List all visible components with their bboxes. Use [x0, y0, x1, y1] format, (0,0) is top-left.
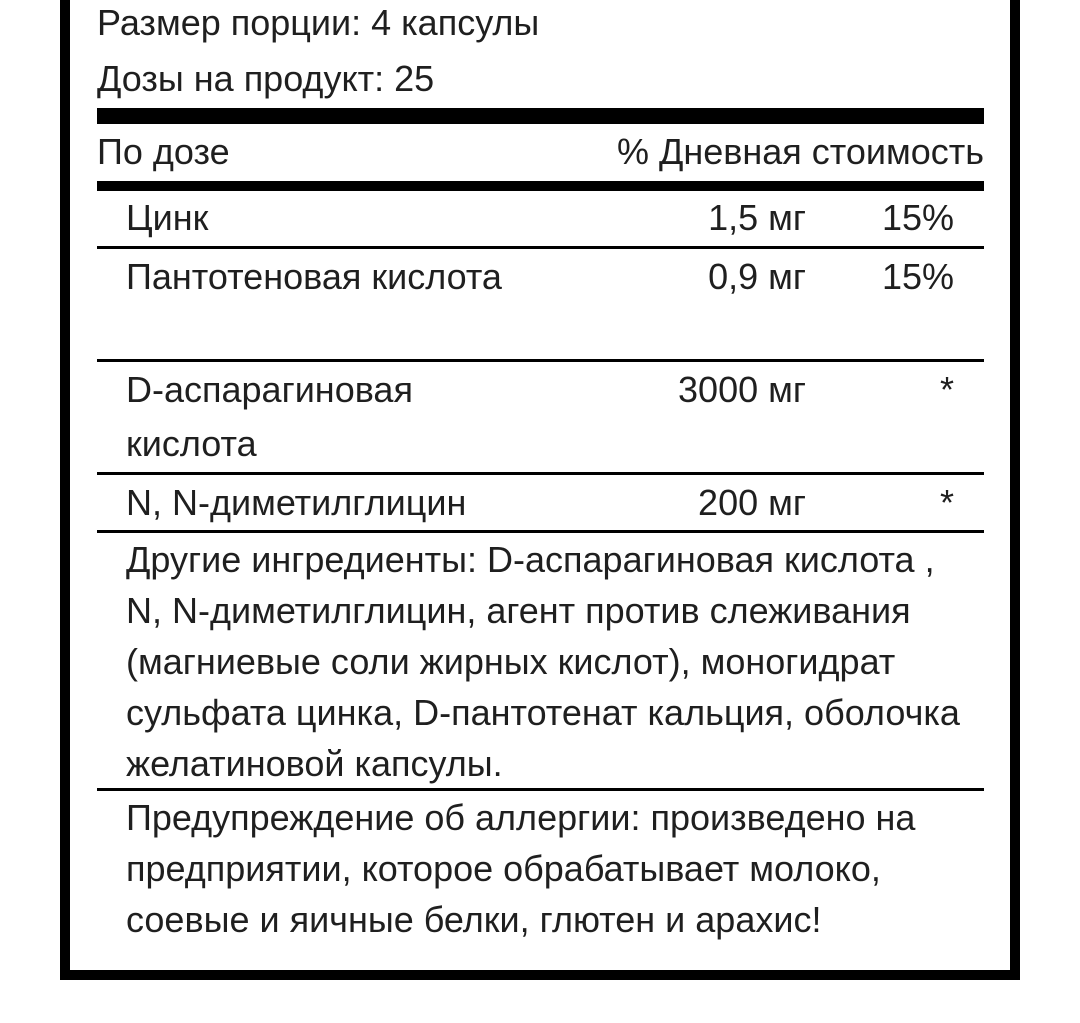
thick-divider — [97, 181, 984, 191]
nutrient-daily-value: * — [939, 369, 954, 410]
daily-value-header: % Дневная стоимость — [616, 131, 984, 172]
nutrient-amount: 0,9 мг — [708, 256, 806, 297]
nutrient-amount: 3000 мг — [678, 369, 806, 410]
nutrient-amount: 1,5 мг — [708, 197, 806, 238]
nutrient-name: N, N-диметилглицин — [126, 482, 467, 523]
row-divider — [97, 246, 984, 249]
nutrient-name: Пантотеновая кислота — [126, 256, 502, 297]
nutrient-name: Цинк — [126, 197, 209, 238]
row-divider — [97, 530, 984, 533]
nutrient-daily-value: 15% — [881, 256, 954, 297]
row-divider — [97, 472, 984, 475]
nutrient-name: D-аспарагиновая кислота — [126, 369, 413, 464]
row-divider — [97, 788, 984, 791]
allergy-warning: Предупреждение об аллергии: произведено на предприятии, которое обрабатывает молоко, соевые и яичные белки, глютен и арахис! — [126, 797, 916, 940]
servings-per-container: Дозы на продукт: 25 — [97, 58, 435, 99]
nutrient-daily-value: 15% — [881, 197, 954, 238]
nutrient-amount: 200 мг — [698, 482, 806, 523]
other-ingredients: Другие ингредиенты: D-аспарагиновая кислота , N, N-диметилглицин, агент против слеживания (магниевые соли жирных кислот), моногидрат сульфата цинка, D-пантотенат кальция, оболочка желатиновой капсулы. — [126, 539, 960, 784]
thick-divider — [97, 108, 984, 124]
serving-size: Размер порции: 4 капсулы — [97, 2, 540, 43]
per-dose-header: По дозе — [97, 131, 230, 172]
row-divider — [97, 359, 984, 362]
nutrient-daily-value: * — [939, 482, 954, 523]
